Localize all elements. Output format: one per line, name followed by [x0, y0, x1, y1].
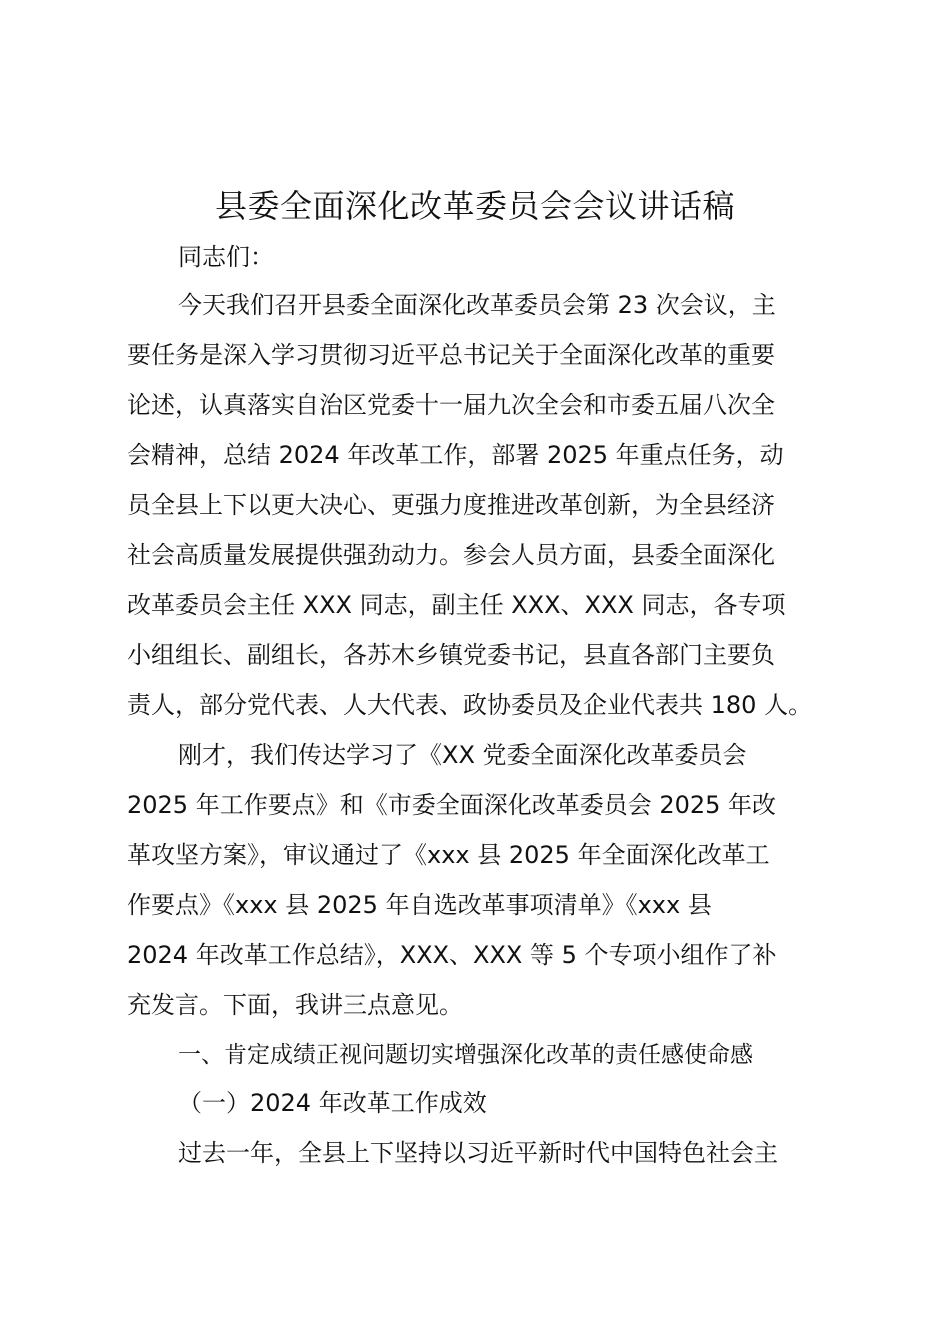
paragraph-line: 小组组长、副组长，各苏木乡镇党委书记，县直各部门主要负	[127, 641, 775, 669]
paragraph-line: 员全县上下以更大决心、更强力度推进改革创新，为全县经济	[127, 491, 775, 519]
salutation: 同志们：	[178, 243, 274, 271]
paragraph-line: 论述，认真落实自治区党委十一届九次全会和市委五届八次全	[127, 391, 775, 419]
paragraph-line: 刚才，我们传达学习了《XX 党委全面深化改革委员会	[178, 741, 747, 769]
document-title: 县委全面深化改革委员会会议讲话稿	[214, 187, 735, 225]
paragraph-line: 作要点》《xxx 县 2025 年自选改革事项清单》《xxx 县	[127, 891, 712, 919]
paragraph-line: 要任务是深入学习贯彻习近平总书记关于全面深化改革的重要	[127, 341, 775, 369]
paragraph-line: 过去一年，全县上下坚持以习近平新时代中国特色社会主	[178, 1139, 778, 1167]
paragraph-line: 革攻坚方案》，审议通过了《xxx 县 2025 年全面深化改革工	[127, 841, 770, 869]
paragraph-line: 充发言。下面，我讲三点意见。	[127, 991, 463, 1019]
paragraph-line: 2025 年工作要点》和《市委全面深化改革委员会 2025 年改	[127, 791, 777, 819]
paragraph-line: 社会高质量发展提供强劲动力。参会人员方面，县委全面深化	[127, 541, 775, 569]
section-heading: 一、肯定成绩正视问题切实增强深化改革的责任感使命感	[178, 1042, 753, 1068]
paragraph-line: 改革委员会主任 XXX 同志，副主任 XXX、XXX 同志，各专项	[127, 591, 786, 619]
paragraph-line: 今天我们召开县委全面深化改革委员会第 23 次会议，主	[178, 291, 776, 319]
paragraph-line: 责人，部分党代表、人大代表、政协委员及企业代表共 180 人。	[127, 691, 813, 719]
subsection-heading: （一）2024 年改革工作成效	[178, 1089, 487, 1117]
paragraph-line: 会精神，总结 2024 年改革工作，部署 2025 年重点任务，动	[127, 441, 784, 469]
paragraph-line: 2024 年改革工作总结》，XXX、XXX 等 5 个专项小组作了补	[127, 941, 777, 969]
